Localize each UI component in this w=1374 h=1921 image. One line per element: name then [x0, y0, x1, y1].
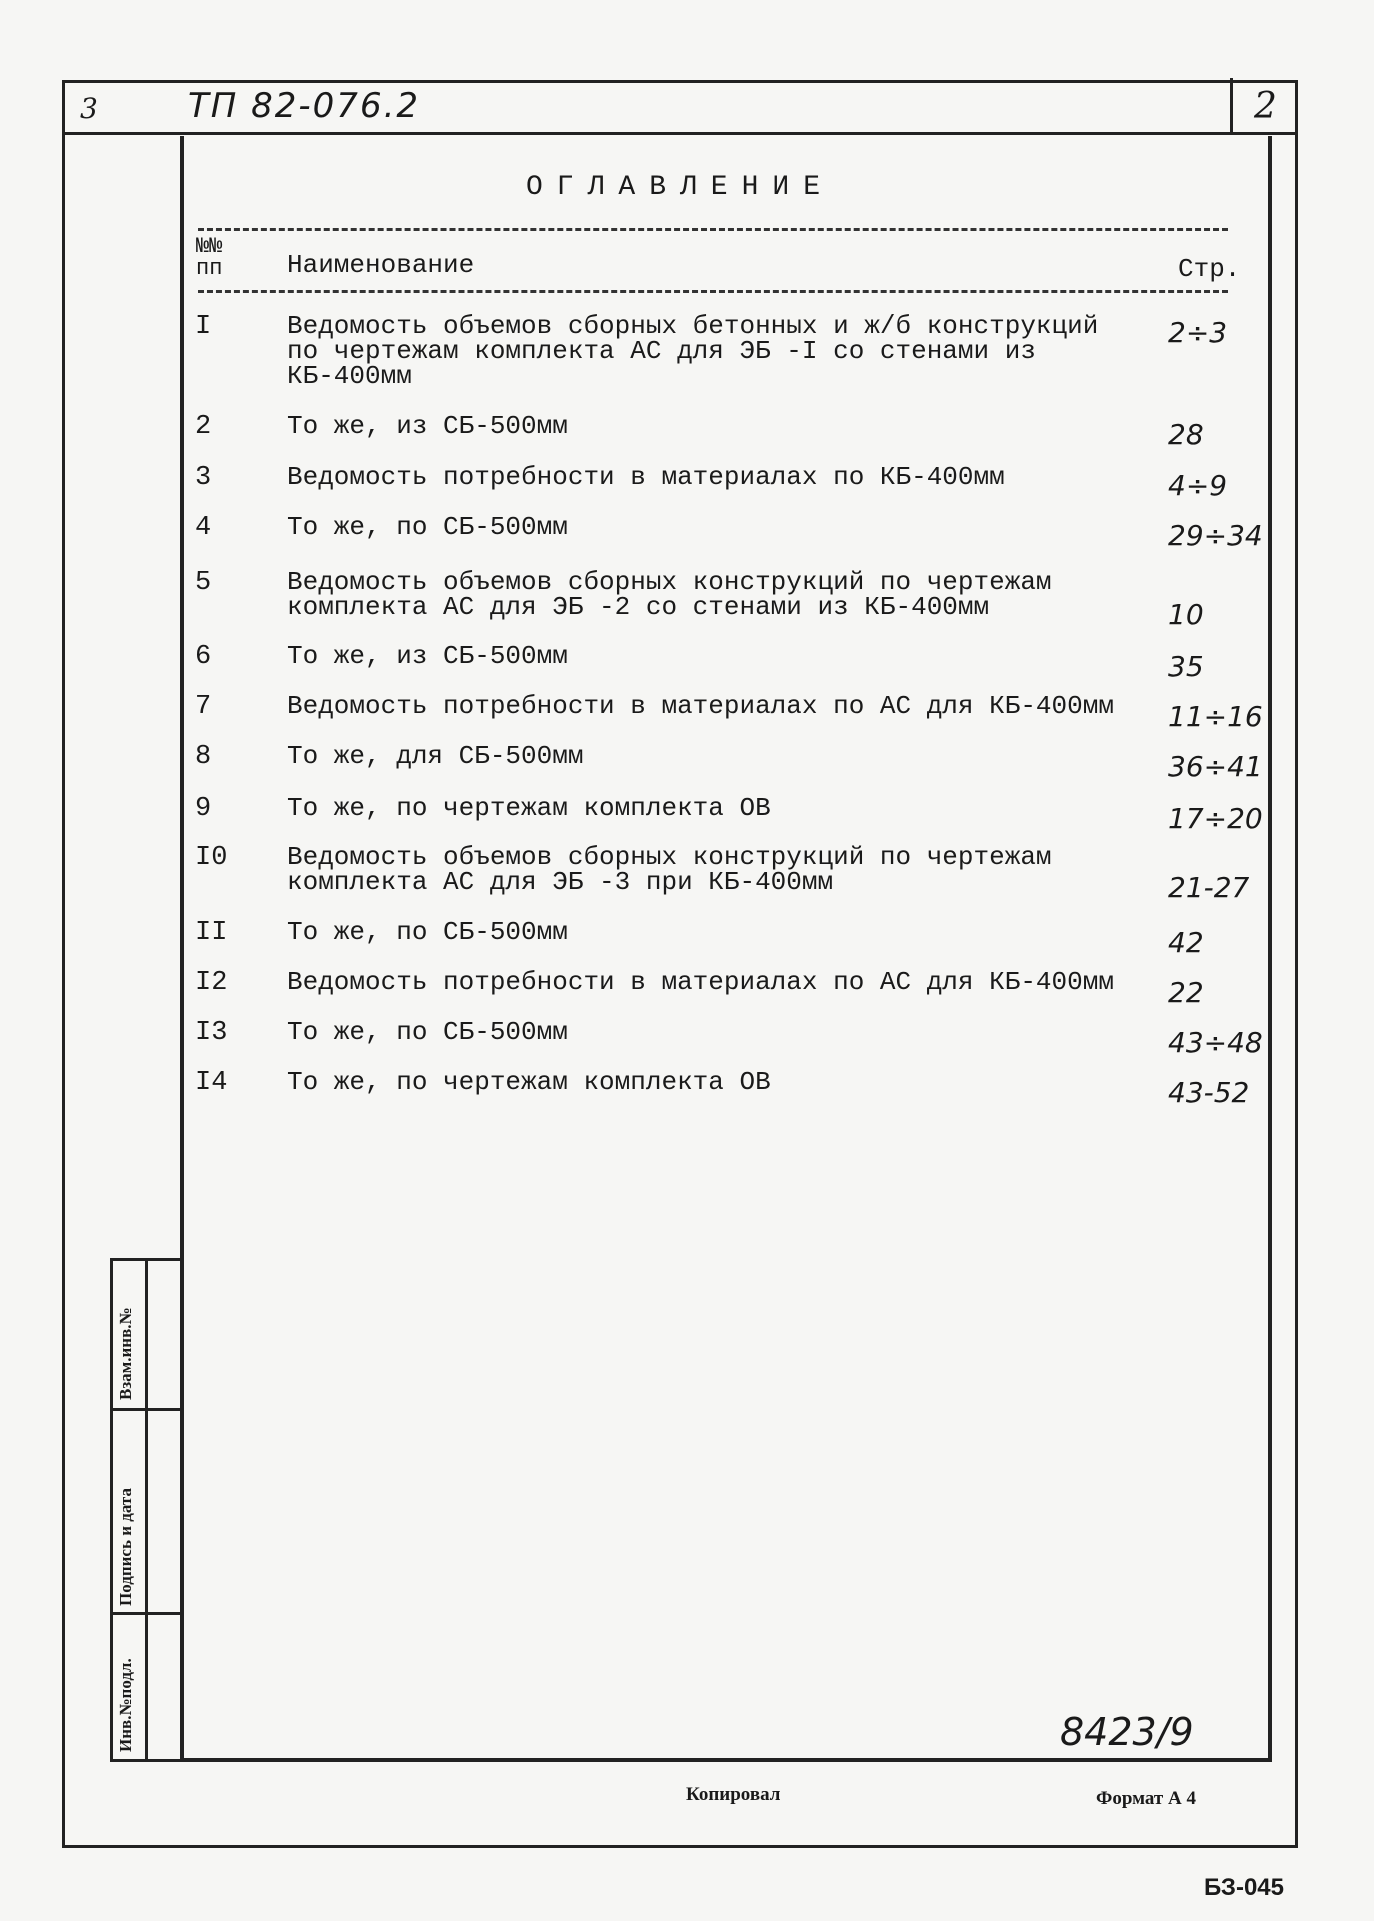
toc-row-title-line: комплекта АС для ЭБ -2 со стенами из КБ-400мм: [287, 592, 990, 622]
toc-row-number: 4: [195, 513, 212, 543]
header-dash-bottom: [198, 290, 1228, 293]
toc-row-title: [287, 741, 1147, 771]
toc-row-title-line: Ведомость потребности в материалах по АС для КБ-400мм: [287, 967, 1114, 997]
header-dash-top: [198, 228, 1228, 231]
registration-number: 8423/9: [1060, 1710, 1194, 1754]
page-number-box: [1230, 78, 1298, 134]
toc-row-title-line: Ведомость объемов сборных конструкций по чертежам: [287, 567, 1052, 597]
toc-row-title: [287, 1017, 1147, 1047]
toc-row-title-line: по чертежам комплекта АС для ЭБ -I со стенами из: [287, 336, 1036, 366]
toc-row-page: 4÷9: [1168, 469, 1228, 502]
document-code: ТП 82-076.2: [188, 86, 421, 126]
toc-row-number: I3: [195, 1018, 228, 1048]
toc-row-number: 7: [195, 692, 212, 722]
toc-row-title: [287, 691, 1147, 721]
toc-row-title: [287, 567, 1147, 622]
toc-row-title: [287, 967, 1147, 997]
toc-row-title: [287, 793, 1147, 823]
toc-row-title: [287, 1067, 1147, 1097]
toc-row-page: 35: [1168, 650, 1204, 683]
column-page-header: Стр.: [1178, 254, 1241, 284]
page-title: ОГЛАВЛЕНИЕ: [525, 172, 835, 203]
toc-row-page: 29÷34: [1168, 519, 1263, 552]
column-name-header: Наименование: [287, 250, 475, 280]
toc-row-number: I2: [195, 968, 228, 998]
toc-row-title: [287, 462, 1147, 492]
toc-row-title: [287, 641, 1147, 671]
toc-row-number: 9: [195, 794, 212, 824]
header-divider: [62, 132, 1298, 135]
toc-row-title: [287, 311, 1147, 391]
side-label-inv: Инв.№подл.: [116, 1658, 135, 1752]
toc-row-title-line: То же, по СБ-500мм: [287, 917, 568, 947]
toc-row-page: 10: [1168, 598, 1204, 631]
toc-row-number: 2: [195, 412, 212, 442]
corner-code: БЗ-045: [1204, 1874, 1285, 1901]
toc-row-title: [287, 411, 1147, 441]
toc-row-number: I0: [195, 843, 228, 873]
toc-row-title: [287, 512, 1147, 542]
side-stamp-divider-1: [110, 1408, 184, 1411]
sheet-number: 3: [80, 92, 98, 125]
toc-row-title-line: То же, из СБ-500мм: [287, 411, 568, 441]
toc-row-number: I: [195, 312, 212, 342]
toc-row-page: 43-52: [1168, 1076, 1250, 1109]
toc-row-page: 11÷16: [1168, 700, 1263, 733]
side-stamp-column: [145, 1258, 148, 1762]
copied-label: Копировал: [686, 1784, 781, 1805]
toc-row-page: 42: [1168, 926, 1204, 959]
toc-row-number: I4: [195, 1068, 228, 1098]
column-number-header: №№ пп: [196, 234, 223, 281]
toc-row-title-line: комплекта АС для ЭБ -3 при КБ-400мм: [287, 867, 834, 897]
toc-row-title: [287, 842, 1147, 897]
toc-row-number: II: [195, 918, 228, 948]
toc-row-page: 17÷20: [1168, 802, 1263, 835]
toc-row-title-line: То же, по СБ-500мм: [287, 512, 568, 542]
toc-row-title-line: То же, из СБ-500мм: [287, 641, 568, 671]
toc-row-title-line: Ведомость потребности в материалах по КБ-400мм: [287, 462, 1005, 492]
toc-row-title-line: То же, по чертежам комплекта ОВ: [287, 1067, 771, 1097]
toc-row-page: 28: [1168, 418, 1204, 451]
toc-row-title-line: То же, по СБ-500мм: [287, 1017, 568, 1047]
toc-row-title: [287, 917, 1147, 947]
toc-row-page: 36÷41: [1168, 750, 1263, 783]
toc-row-title-line: КБ-400мм: [287, 361, 412, 391]
page-number: 2: [1254, 85, 1277, 127]
side-stamp-divider-2: [110, 1612, 184, 1615]
toc-row-title-line: Ведомость объемов сборных бетонных и ж/б конструкций: [287, 311, 1099, 341]
toc-row-title-line: Ведомость потребности в материалах по АС для КБ-400мм: [287, 691, 1114, 721]
toc-row-page: 21-27: [1168, 871, 1250, 904]
toc-row-title-line: То же, для СБ-500мм: [287, 741, 584, 771]
toc-row-number: 6: [195, 642, 212, 672]
toc-row-title-line: Ведомость объемов сборных конструкций по чертежам: [287, 842, 1052, 872]
side-label-vzam: Взам.инв.№: [116, 1307, 135, 1400]
side-label-podpis: Подпись и дата: [116, 1488, 135, 1606]
toc-row-page: 2÷3: [1168, 316, 1228, 349]
toc-row-page: 22: [1168, 976, 1204, 1009]
toc-row-page: 43÷48: [1168, 1026, 1263, 1059]
toc-row-number: 3: [195, 463, 212, 493]
toc-row-number: 8: [195, 742, 212, 772]
toc-row-title-line: То же, по чертежам комплекта ОВ: [287, 793, 771, 823]
toc-row-number: 5: [195, 568, 212, 598]
format-label: Формат А 4: [1096, 1788, 1196, 1809]
